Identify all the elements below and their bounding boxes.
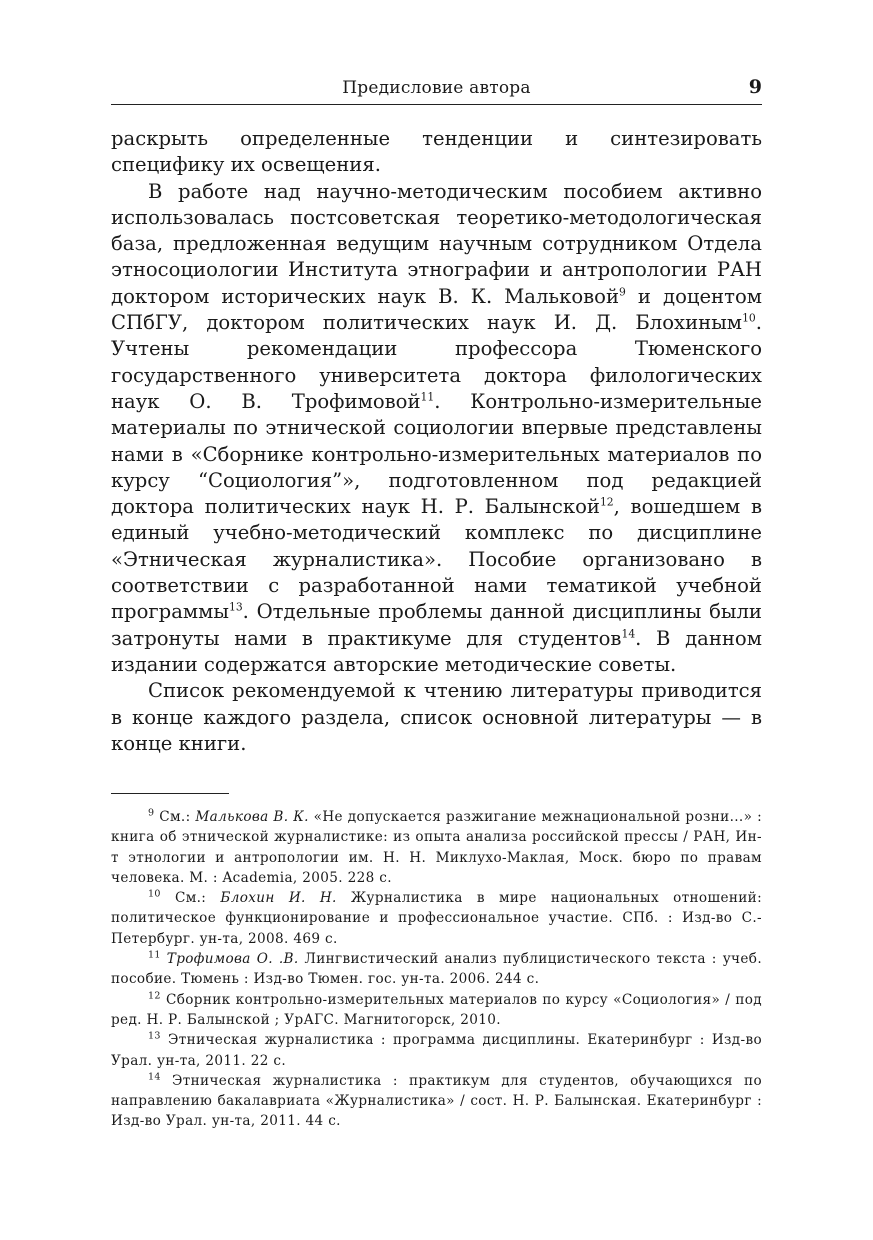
footnote-ref-14[interactable]: 14: [621, 627, 636, 641]
footnote-text: Этническая журналистика : практикум для студентов, обучающихся по направлению бакалавриата «Журналистика» / сост. Н. Р. Балынская. Екатеринбург : Изд-во Урал. ун-та, 2011. 44 с.: [111, 1072, 762, 1130]
footnote-number: 12: [148, 990, 161, 1002]
running-title: Предисловие автора: [342, 78, 531, 98]
main-text: [111, 126, 762, 757]
footnote-number: 14: [148, 1071, 161, 1083]
paragraph-2-part-5: , вошедшем в единый учебно-методический комплекс по дисциплине «Этническая журналистика». Пособие организовано в соответствии с разработанной нами тематикой учебной программы: [111, 495, 762, 624]
footnote-number: 10: [148, 888, 161, 900]
footnote-separator: [111, 793, 229, 794]
paragraph-1: раскрыть определенные тенденции и синтезировать специфику их освещения.: [111, 127, 762, 177]
footnote-14: [111, 1071, 762, 1132]
footnote-12: [111, 990, 762, 1031]
paragraph-2-part-2: и доцентом СПбГУ, доктором политических наук И. Д. Блохиным: [111, 284, 762, 335]
footnote-text: Сборник контрольно-измерительных материалов по курсу «Социология» / под ред. Н. Р. Балынской ; УрАГС. Магнитогорск, 2010.: [111, 991, 762, 1028]
footnote-ref-11[interactable]: 11: [420, 390, 435, 404]
footnote-ref-9[interactable]: 9: [619, 285, 626, 299]
paragraph-2-part-3: . Учтены рекомендации профессора Тюменского государственного университета доктора филологических наук О. В. Трофимовой: [111, 311, 762, 413]
footnote-text: Лингвистический анализ публицистического текста : учеб. пособие. Тюмень : Изд-во Тюмен. гос. ун-та. 2006. 244 с.: [111, 951, 762, 988]
footnote-text: Этническая журналистика : программа дисциплины. Екатеринбург : Изд-во Урал. ун-та, 2011. 22 с.: [111, 1032, 763, 1069]
paragraph-2-part-6: . Отдельные проблемы данной дисциплины были затронуты нами в практикуме для студентов: [111, 600, 762, 650]
footnote-number: 13: [148, 1030, 161, 1042]
footnote-number: 9: [148, 807, 155, 819]
footnote-text: «Не допускается разжигание межнациональной розни...» : книга об этнической журналистике: из опыта анализа российской прессы / РАН, Ин-т этнологии и антропологии им. Н. Н. Миклухо-Маклая, Моск. бюро по правам человека. М. : Academia, 2005. 228 с.: [111, 809, 763, 886]
paragraph-2-part-4: . Контрольно-измерительные материалы по этнической социологии впервые представлены нами в «Сборнике контрольно-измерительных материалов по курсу “Социология”», подготовленном под редакцией доктора политических наук Н. Р. Балынской: [111, 389, 762, 519]
paragraph-2: [111, 179, 762, 679]
footnote-ref-13[interactable]: 13: [228, 600, 243, 614]
page-number: 9: [748, 76, 762, 98]
footnote-author: Малькова В. К.: [195, 809, 309, 825]
footnote-11: [111, 949, 762, 990]
footnote-text: Журналистика в мире национальных отношений: политическое функционирование и профессиональное участие. СПб. : Изд-во С.-Петербург. ун-та, 2008. 469 с.: [111, 890, 763, 947]
paragraph-2-part-1: В работе над научно-методическим пособием активно использовалась постсоветская теоретико-методологическая база, предложенная ведущим научным сотрудником Отдела этносоциологии Института этнографии и антропологии РАН доктором исторических наук В. К. Мальковой: [111, 179, 762, 308]
footnote-lead: См.:: [159, 809, 196, 825]
running-header: [111, 76, 762, 105]
footnote-13: [111, 1030, 762, 1071]
footnote-lead: См.:: [174, 890, 221, 907]
footnote-9: [111, 807, 762, 888]
paragraph-3: Список рекомендуемой к чтению литературы приводится в конце каждого раздела, список основной литературы — в конце книги.: [111, 679, 762, 755]
paragraph-2-part-7: . В данном издании содержатся авторские методические советы.: [111, 626, 762, 676]
footnote-author: Трофимова О. .В.: [166, 951, 299, 968]
footnotes: [111, 807, 762, 1132]
footnote-number: 11: [148, 949, 161, 961]
footnote-ref-10[interactable]: 10: [742, 311, 756, 325]
footnote-10: [111, 888, 762, 949]
footnote-author: Блохин И. Н.: [220, 890, 337, 907]
footnote-ref-12[interactable]: 12: [599, 495, 614, 509]
